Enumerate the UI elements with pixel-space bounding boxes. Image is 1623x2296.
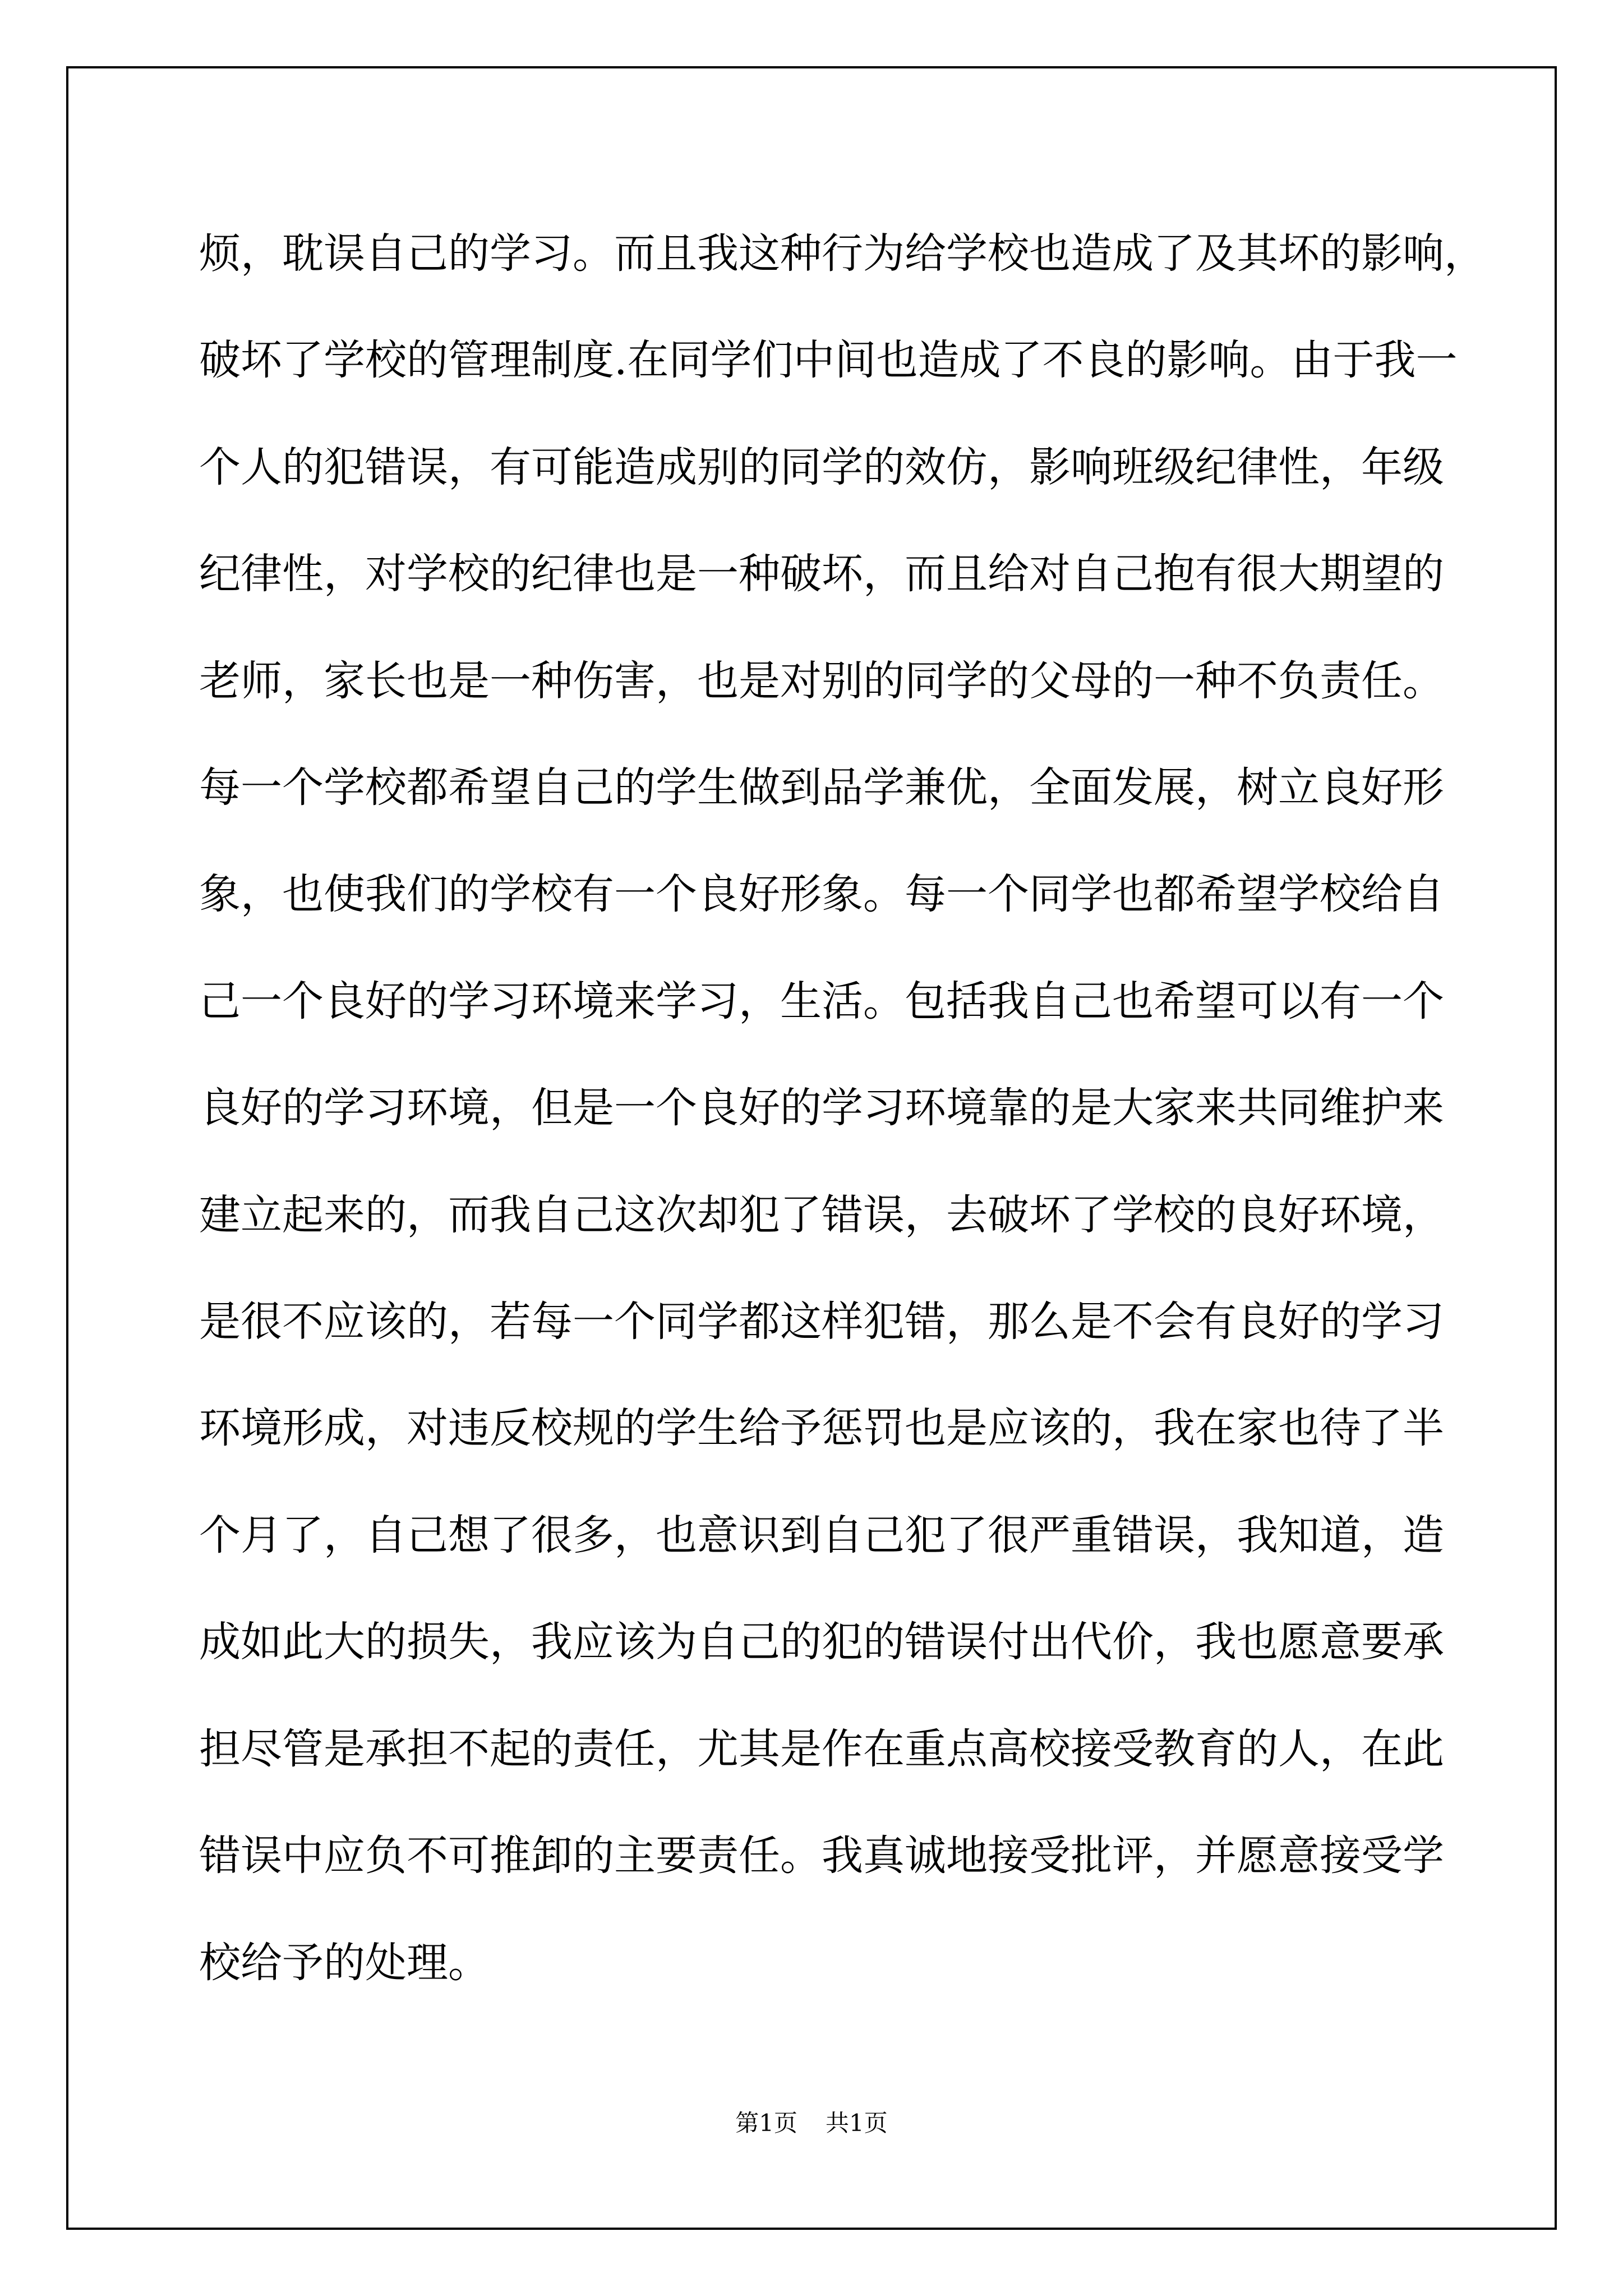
text-line: 建立起来的，而我自己这次却犯了错误，去破坏了学校的良好环境，: [199, 1190, 1444, 1239]
text-line: 老师，家长也是一种伤害，也是对别的同学的父母的一种不负责任。: [199, 656, 1444, 705]
text-line: 纪律性，对学校的纪律也是一种破坏，而且给对自己抱有很大期望的: [199, 550, 1444, 599]
text-line: 象，也使我们的学校有一个良好形象。每一个同学也都希望学校给自: [199, 870, 1444, 919]
text-line: 破坏了学校的管理制度.在同学们中间也造成了不良的影响。由于我一: [199, 336, 1458, 385]
text-line: 每一个学校都希望自己的学生做到品学兼优，全面发展，树立良好形: [199, 763, 1444, 812]
text-line: 成如此大的损失，我应该为自己的犯的错误付出代价，我也愿意要承: [199, 1618, 1444, 1667]
text-line: 个人的犯错误，有可能造成别的同学的效仿，影响班级纪律性，年级: [199, 443, 1444, 491]
text-line: 是很不应该的，若每一个同学都这样犯错，那么是不会有良好的学习: [199, 1297, 1444, 1346]
page-total: 共1页: [826, 2109, 888, 2137]
text-line: 良好的学习环境，但是一个良好的学习环境靠的是大家来共同维护来: [199, 1084, 1444, 1133]
text-line: 己一个良好的学习环境来学习，生活。包括我自己也希望可以有一个: [199, 977, 1444, 1025]
text-line: 环境形成，对违反校规的学生给予惩罚也是应该的，我在家也待了半: [199, 1404, 1444, 1453]
document-body: [199, 200, 1486, 2016]
page-number: 第1页: [735, 2109, 797, 2137]
text-line: 担尽管是承担不起的责任，尤其是作在重点高校接受教育的人，在此: [199, 1724, 1444, 1773]
text-line: 错误中应负不可推卸的主要责任。我真诚地接受批评，并愿意接受学: [199, 1832, 1444, 1880]
page-footer: [0, 2105, 1623, 2138]
text-line: 烦，耽误自己的学习。而且我这种行为给学校也造成了及其坏的影响，: [199, 229, 1486, 278]
text-line: 校给予的处理。: [199, 1938, 490, 1987]
text-line: 个月了，自己想了很多，也意识到自己犯了很严重错误，我知道，造: [199, 1511, 1444, 1559]
